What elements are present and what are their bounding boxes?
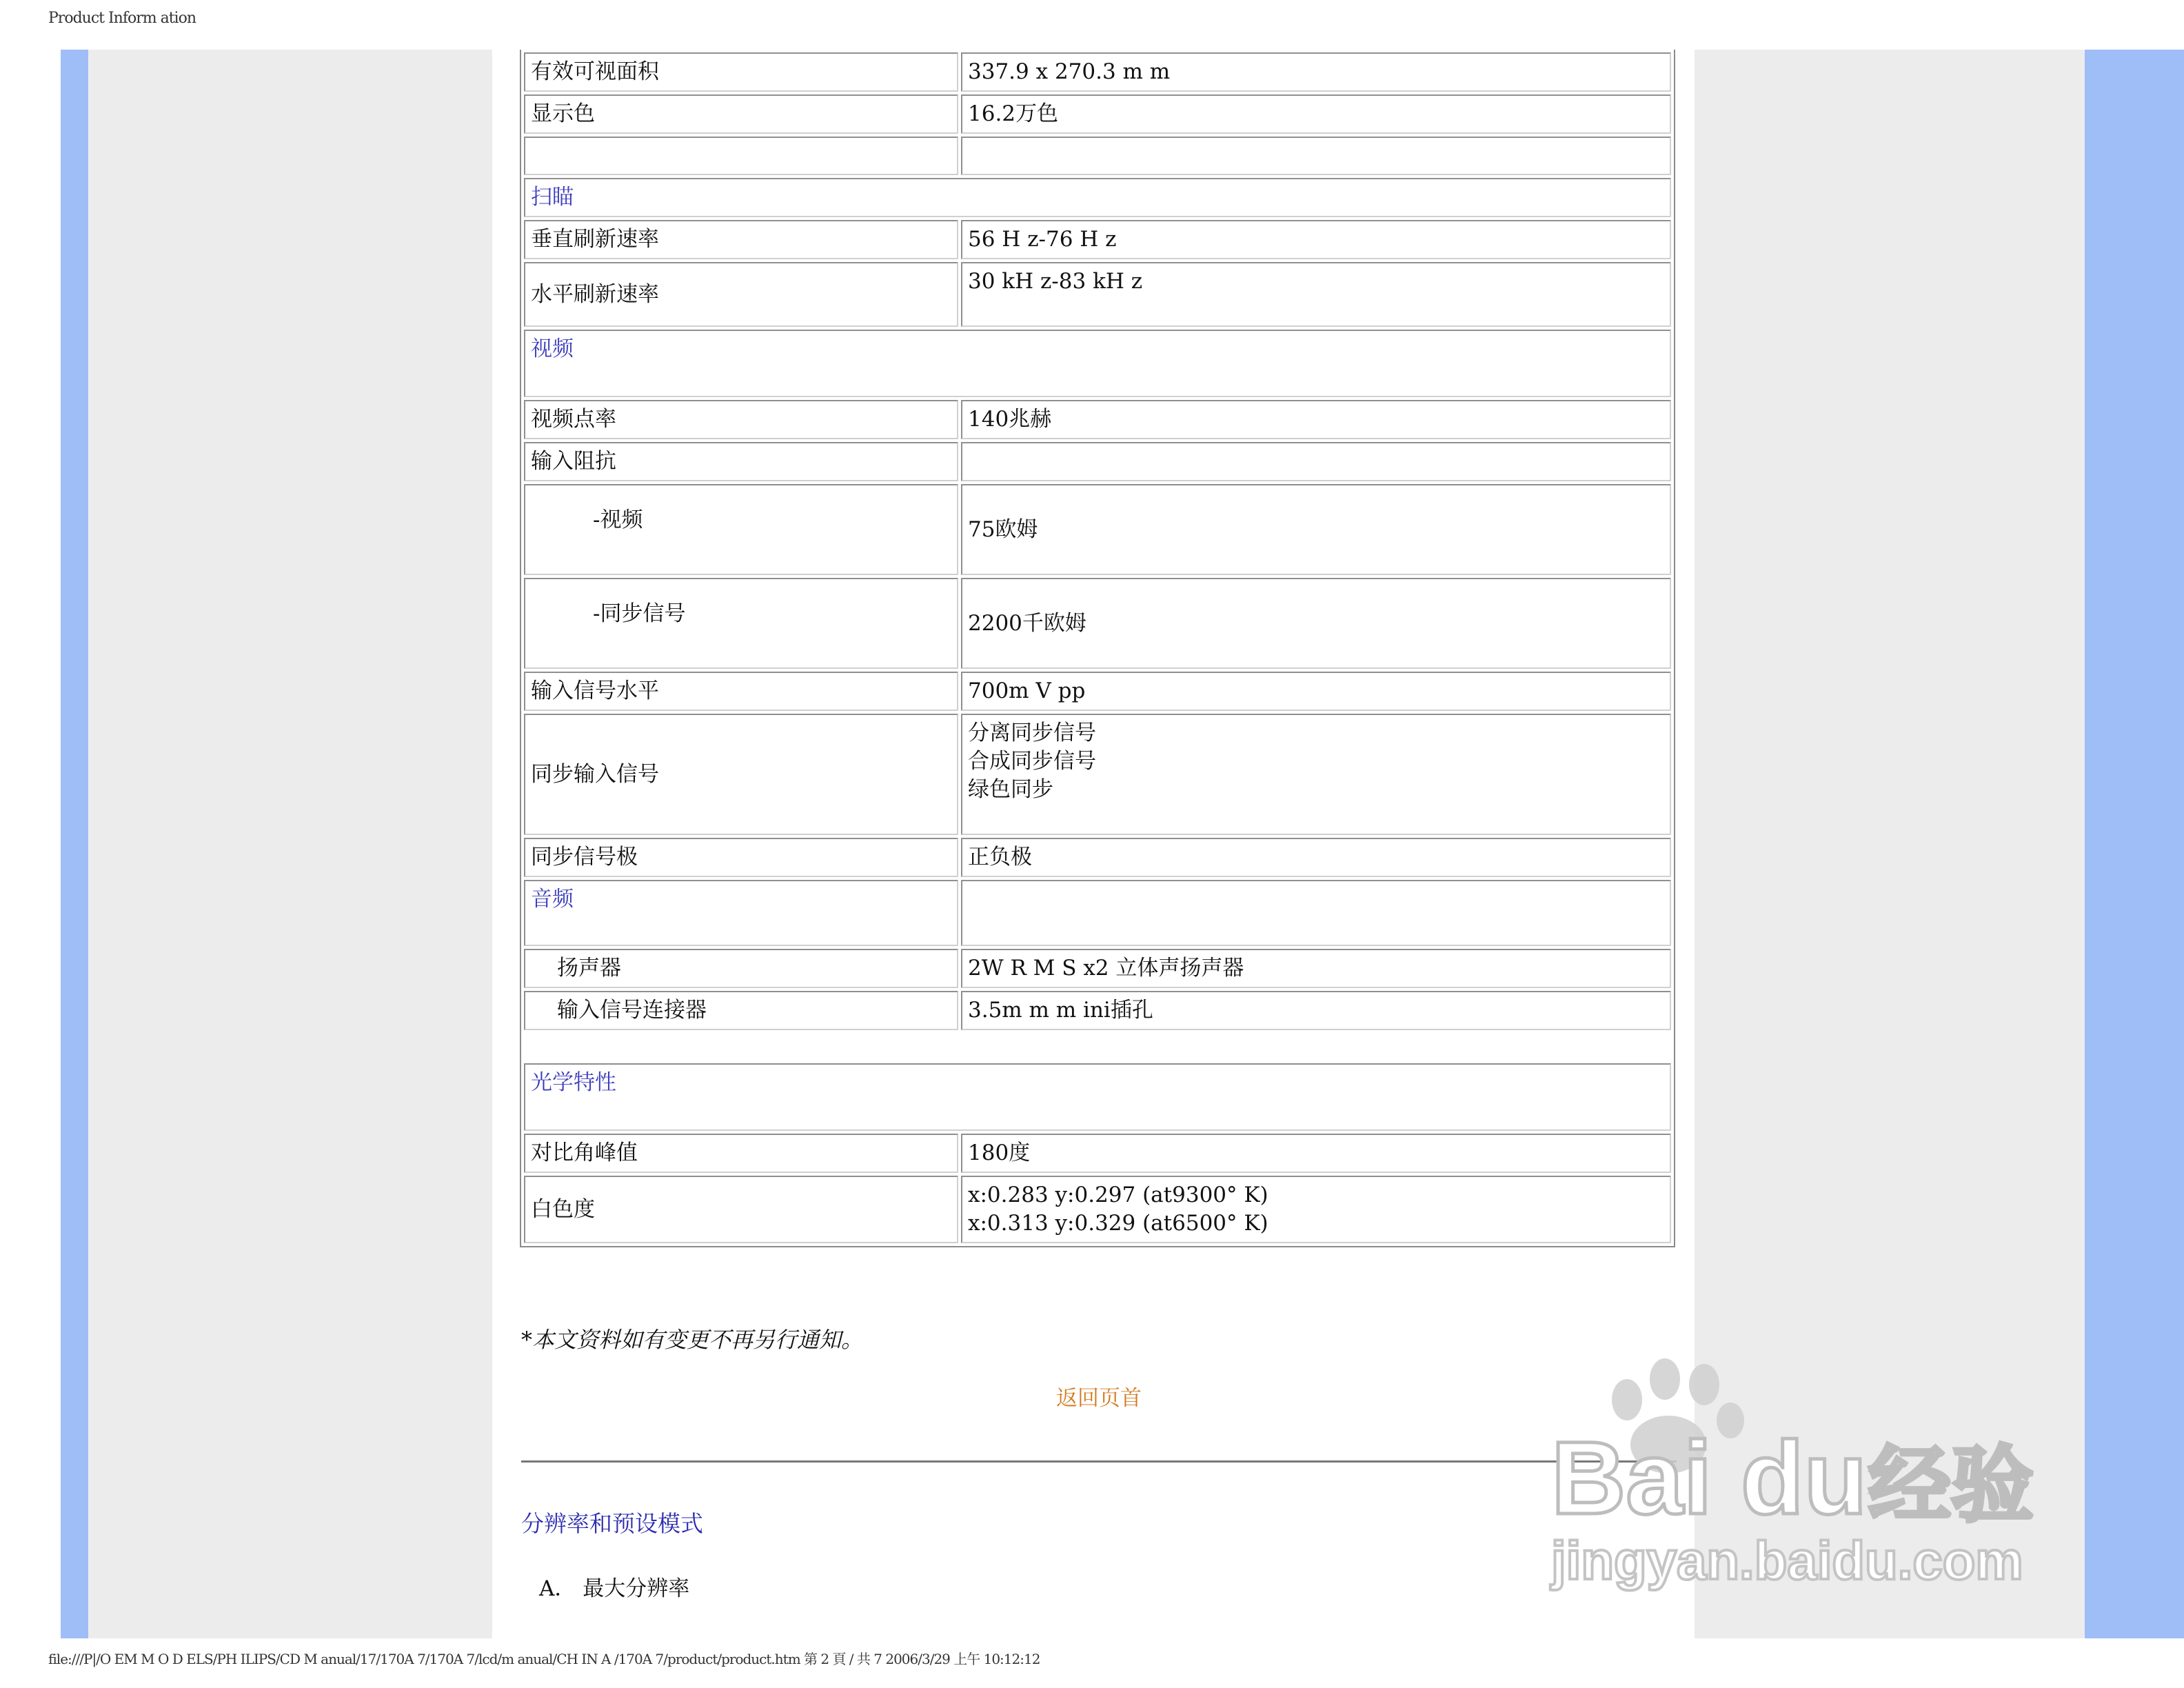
spec-value-list [961, 1176, 1671, 1243]
baidu-watermark-logo [1544, 1352, 2054, 1614]
table-row [524, 991, 1671, 1030]
table-row [524, 178, 1671, 217]
section-heading-video: 视频 [524, 330, 1671, 397]
table-row [524, 672, 1671, 711]
spec-value: 180度 [961, 1134, 1671, 1173]
table-row [524, 330, 1671, 397]
table-row [524, 262, 1671, 327]
spec-value: 正负极 [961, 838, 1671, 877]
spec-label: 同步信号极 [524, 838, 958, 877]
spec-value-line: x:0.313 y:0.329 (at6500° K) [968, 1211, 1268, 1236]
spec-value: 16.2万色 [961, 94, 1671, 134]
resolution-section-heading[interactable]: 分辨率和预设模式 [521, 1510, 703, 1537]
back-to-top-link[interactable]: 返回页首 [1056, 1386, 1142, 1411]
empty-cell [524, 137, 958, 175]
table-row [524, 137, 1671, 175]
table-row [524, 1134, 1671, 1173]
table-row [524, 400, 1671, 439]
spec-value-line: x:0.283 y:0.297 (at9300° K) [968, 1183, 1268, 1207]
spec-label: 视频点率 [524, 400, 958, 439]
watermark-brand-cn: 经验 [1868, 1438, 2034, 1534]
spec-value: 2200千欧姆 [961, 578, 1671, 669]
table-row [524, 442, 1671, 481]
table-row [524, 484, 1671, 575]
table-gap-row [524, 1033, 1671, 1061]
table-row [524, 949, 1671, 988]
watermark-url: jingyan.baidu.com [1551, 1530, 2023, 1591]
page-footer-path: file:///P|/O EM M O D ELS/PH ILIPS/CD M anual/17/170A 7/170A 7/lcd/m anual/CH IN A /170A 7/product/product.htm 第 2 頁 / 共 7 2006/3/29 上午 10:12:12 [48, 1651, 1040, 1667]
spec-value [961, 442, 1671, 481]
spec-label: 有效可视面积 [524, 52, 958, 92]
section-heading-scan: 扫瞄 [524, 178, 1671, 217]
spec-label: 垂直刷新速率 [524, 220, 958, 259]
table-row [524, 52, 1671, 92]
empty-cell [961, 880, 1671, 946]
spec-label: -同步信号 [524, 578, 958, 669]
spec-label: 输入阻抗 [524, 442, 958, 481]
spec-table [520, 50, 1675, 1247]
spec-value: 337.9 x 270.3 m m [961, 52, 1671, 92]
section-heading-optical: 光学特性 [524, 1063, 1671, 1131]
max-resolution-heading: A． 最大分辨率 [539, 1576, 690, 1601]
spec-value-line: 合成同步信号 [968, 749, 1096, 774]
spec-label: 水平刷新速率 [524, 262, 958, 327]
spec-label: 白色度 [524, 1176, 958, 1243]
spec-label: 显示色 [524, 94, 958, 134]
horizontal-divider [521, 1460, 1677, 1463]
spec-value: 700m V pp [961, 672, 1671, 711]
spec-label: -视频 [524, 484, 958, 575]
spec-value: 3.5m m m ini插孔 [961, 991, 1671, 1030]
spec-value: 75欧姆 [961, 484, 1671, 575]
spec-value-line: 绿色同步 [968, 777, 1053, 802]
spec-value: 56 H z-76 H z [961, 220, 1671, 259]
watermark-brand-latin: Bai du [1551, 1420, 1868, 1536]
page-header-title: Product Inform ation [48, 10, 196, 27]
disclaimer-note: *本文资料如有变更不再另行通知。 [521, 1327, 864, 1353]
spec-label: 输入信号连接器 [524, 991, 958, 1030]
document-content [492, 50, 1695, 1638]
left-blue-band [61, 50, 88, 1638]
spec-value: 140兆赫 [961, 400, 1671, 439]
left-gray-margin [88, 50, 492, 1638]
spec-label: 扬声器 [524, 949, 958, 988]
table-row [524, 220, 1671, 259]
table-row [524, 94, 1671, 134]
table-row [524, 1176, 1671, 1243]
spec-value: 30 kH z-83 kH z [961, 262, 1671, 327]
spec-value-line: 分离同步信号 [968, 721, 1096, 745]
right-blue-band [2085, 50, 2184, 1638]
table-row [524, 714, 1671, 835]
table-row [524, 880, 1671, 946]
empty-cell [961, 137, 1671, 175]
table-row [524, 838, 1671, 877]
spec-value-list [961, 714, 1671, 835]
spec-label: 输入信号水平 [524, 672, 958, 711]
section-heading-audio: 音频 [524, 880, 958, 946]
table-row [524, 1063, 1671, 1131]
table-row [524, 578, 1671, 669]
spec-value: 2W R M S x2 立体声扬声器 [961, 949, 1671, 988]
spec-label: 对比角峰值 [524, 1134, 958, 1173]
spec-label: 同步输入信号 [524, 714, 958, 835]
